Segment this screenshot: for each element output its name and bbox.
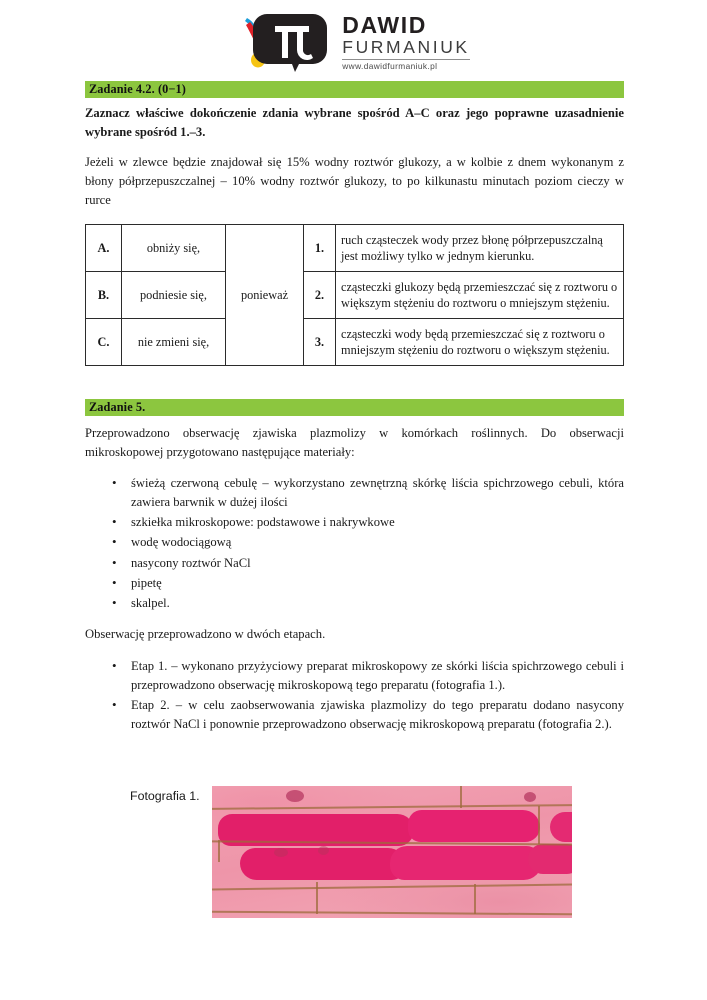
- logo-wordmark: [342, 11, 470, 72]
- task-banner-5-label: Zadanie 5.: [89, 400, 146, 414]
- cell-vacuole: [390, 846, 542, 880]
- list-item: • wodę wodociągową: [85, 533, 624, 552]
- task-banner-5: [85, 399, 624, 416]
- table-row: [86, 319, 624, 366]
- photo-caption: Fotografia 1.: [130, 789, 200, 803]
- task-5-intro: Przeprowadzono obserwację zjawiska plazmolizy w komórkach roślinnych. Do obserwacji mikroskopowej przygotowano następujące materiały:: [85, 426, 624, 460]
- pi-speech-bubble-logo-icon: [237, 12, 333, 72]
- cell-vacuole: [528, 844, 572, 874]
- justification-text-3[interactable]: cząsteczki wody będą przemieszczać się z roztworu o mniejszym stężeniu do roztworu o większym stężeniu.: [336, 319, 624, 366]
- cell-wall: [316, 882, 318, 914]
- cell-nucleus: [286, 790, 304, 802]
- list-item: • Etap 2. – w celu zaobserwowania zjawiska plazmolizy do tego preparatu dodano nasycony roztwór NaCl i ponownie przeprowadzono obserwację mikroskopową preparatu (fotografia 2.).: [85, 696, 624, 734]
- logo-first-name: DAWID: [342, 11, 427, 38]
- justification-text-1[interactable]: ruch cząsteczek wody przez błonę półprzepuszczalną jest możliwy tylko w jednym kierunku.: [336, 225, 624, 272]
- table-row: [86, 225, 624, 272]
- table-connector-because: ponieważ: [226, 225, 304, 366]
- photo-figure: [85, 786, 624, 926]
- justification-number-1[interactable]: 1.: [304, 225, 336, 272]
- option-letter-b[interactable]: B.: [86, 272, 122, 319]
- materials-list: [85, 474, 624, 614]
- cell-wall: [474, 884, 476, 914]
- micrograph-onion-epidermis-image: [212, 786, 572, 918]
- option-text-a[interactable]: obniży się,: [122, 225, 226, 272]
- list-item: • skalpel.: [85, 594, 624, 613]
- list-item: • szkiełka mikroskopowe: podstawowe i nakrywkowe: [85, 513, 624, 532]
- list-item: • świeżą czerwoną cebulę – wykorzystano zewnętrzną skórkę liścia spichrzowego cebuli, która zawiera barwnik w dużej ilości: [85, 474, 624, 512]
- cell-wall: [218, 840, 220, 862]
- cell-wall: [460, 786, 462, 808]
- list-item: • pipetę: [85, 574, 624, 593]
- cell-wall: [538, 806, 540, 844]
- logo-website-url: www.dawidfurmaniuk.pl: [342, 61, 438, 72]
- matching-table: [85, 224, 624, 366]
- cell-nucleus: [318, 846, 329, 855]
- justification-number-2[interactable]: 2.: [304, 272, 336, 319]
- justification-text-2[interactable]: cząsteczki glukozy będą przemieszczać się z roztworu o większym stężeniu do roztworu o mniejszym stężeniu.: [336, 272, 624, 319]
- cell-nucleus: [524, 792, 536, 802]
- list-item: • nasycony roztwór NaCl: [85, 554, 624, 573]
- option-text-c[interactable]: nie zmieni się,: [122, 319, 226, 366]
- task-4-2-stem: Jeżeli w zlewce będzie znajdował się 15% wodny roztwór glukozy, a w kolbie z dnem wykonanym z błony półprzepuszczalnej – 10% wodny roztwór glukozy, to po kilkunastu minutach poziom cieczy w rurce: [85, 155, 624, 208]
- option-letter-a[interactable]: A.: [86, 225, 122, 272]
- table-row: [86, 272, 624, 319]
- option-letter-c[interactable]: C.: [86, 319, 122, 366]
- cell-nucleus: [274, 848, 288, 857]
- option-text-b[interactable]: podniesie się,: [122, 272, 226, 319]
- cell-vacuole: [550, 812, 572, 842]
- task-banner-4-2-label: Zadanie 4.2. (0−1): [89, 82, 186, 96]
- justification-number-3[interactable]: 3.: [304, 319, 336, 366]
- list-item: • Etap 1. – wykonano przyżyciowy preparat mikroskopowy ze skórki liścia spichrzowego cebuli i przeprowadzono obserwację mikroskopową tego preparatu (fotografia 1.).: [85, 657, 624, 695]
- site-logo-header: [0, 8, 707, 76]
- cell-vacuole: [408, 810, 540, 842]
- logo: [237, 12, 469, 72]
- stages-intro: Obserwację przeprowadzono w dwóch etapach.: [85, 627, 326, 641]
- logo-divider: [342, 59, 469, 60]
- stages-list: [85, 657, 624, 736]
- task-4-2-instruction: Zaznacz właściwe dokończenie zdania wybrane spośród A–C oraz jego poprawne uzasadnienie wybrane spośród 1.–3.: [85, 106, 624, 140]
- logo-last-name: FURMANIUK: [342, 36, 470, 57]
- task-banner-4-2: [85, 81, 624, 98]
